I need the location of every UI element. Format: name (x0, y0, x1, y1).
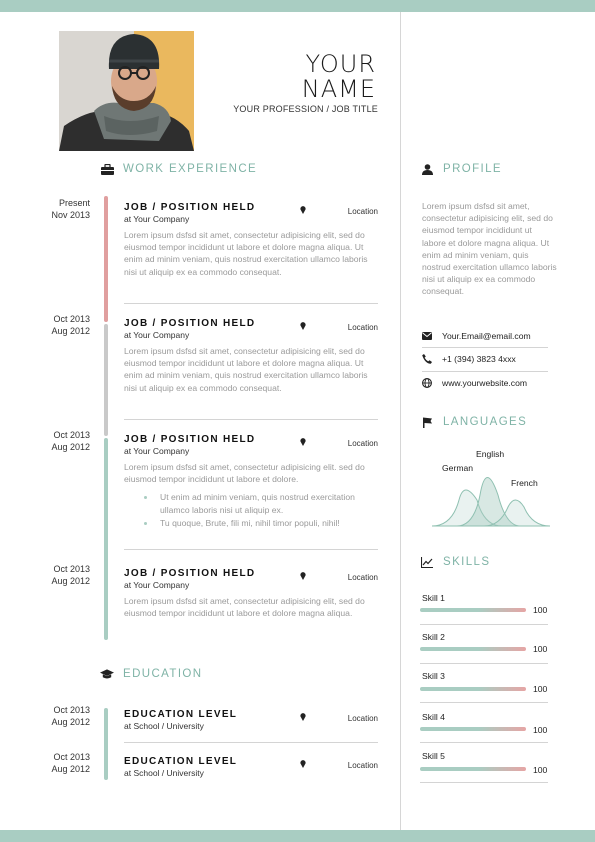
work-experience-label: WORK EXPERIENCE (123, 163, 258, 175)
education-date (30, 751, 90, 775)
contact-phone[interactable] (422, 348, 548, 370)
job-company: at Your Company (124, 446, 190, 456)
location-pin-icon (300, 713, 306, 721)
job-entry (124, 318, 378, 394)
languages-heading (420, 415, 527, 429)
graduation-cap-icon (100, 667, 114, 681)
skill-name: Skill 2 (422, 632, 445, 642)
date-start: Aug 2012 (51, 326, 90, 336)
job-title: JOB / POSITION HELD (124, 434, 256, 445)
divider (124, 419, 378, 420)
name-line-2: NAME (301, 75, 376, 103)
job-location: Location (347, 323, 378, 332)
job-company: at Your Company (124, 330, 190, 340)
profile-heading (420, 162, 502, 176)
date-end: Oct 2013 (53, 314, 90, 324)
divider (420, 782, 548, 783)
language-label-english: English (476, 449, 505, 459)
divider (124, 742, 378, 743)
languages-curve-graphic (422, 440, 552, 530)
divider (124, 303, 378, 304)
globe-icon (422, 378, 432, 388)
job-title: JOB / POSITION HELD (124, 202, 256, 213)
education-school: at School / University (124, 768, 204, 778)
skill-bar (420, 727, 526, 731)
work-experience-heading (100, 162, 257, 176)
skill-bar (420, 608, 526, 612)
skill-value: 100 (533, 725, 548, 735)
education-date (30, 704, 90, 728)
education-entry (124, 709, 378, 732)
column-divider (400, 12, 401, 830)
date-start: Aug 2012 (51, 764, 90, 774)
location-pin-icon (300, 322, 306, 330)
briefcase-icon (100, 162, 114, 176)
date-start: Aug 2012 (51, 442, 90, 452)
timeline-segment (104, 324, 108, 436)
job-company: at Your Company (124, 580, 190, 590)
bottom-accent-bar (0, 830, 595, 842)
job-description: Lorem ipsum dsfsd sit amet, consectetur adipisicing elit. sed do eiusmod tempor incididunt ut labore et dolore. (124, 462, 365, 485)
divider (420, 742, 548, 743)
divider (124, 549, 378, 550)
job-location: Location (347, 439, 378, 448)
job-date (30, 563, 90, 587)
divider (420, 663, 548, 664)
job-bullet: Tu quoque, Brute, fili mi, nihil timor populi, nihil! (144, 517, 378, 529)
contact-email[interactable] (422, 325, 548, 347)
education-location: Location (347, 714, 378, 723)
divider (420, 702, 548, 703)
flag-icon (420, 415, 434, 429)
profile-label: PROFILE (443, 163, 503, 175)
name-line-1: YOUR (305, 50, 376, 78)
job-title-subheading: YOUR PROFESSION / JOB TITLE (233, 104, 378, 114)
job-entry (124, 568, 378, 619)
divider (420, 624, 548, 625)
job-date (30, 197, 90, 221)
skill-bar (420, 647, 526, 651)
skill-name: Skill 5 (422, 751, 445, 761)
skill-value: 100 (533, 605, 548, 615)
job-location: Location (347, 573, 378, 582)
skill-bar (420, 687, 526, 691)
date-end: Oct 2013 (53, 752, 90, 762)
profile-photo (59, 31, 194, 151)
job-title: JOB / POSITION HELD (124, 318, 256, 329)
contact-website[interactable] (422, 372, 548, 394)
job-date (30, 429, 90, 453)
language-label-german: German (442, 463, 474, 473)
job-bullet: Ut enim ad minim veniam, quis nostrud exercitation ullamco laboris nisi ut aliquip ex. (144, 491, 378, 515)
education-level: EDUCATION LEVEL (124, 756, 238, 767)
job-description: Lorem ipsum dsfsd sit amet, consectetur adipisicing elit, sed do eiusmod tempor incididunt ut labore et dolore magna aliqua. Ut enim ad minim veniam, quis nostrud exercitation ullamco laboris nisi ut aliquip ex ea commodo consequat. (124, 230, 368, 277)
profile-summary: Lorem ipsum dsfsd sit amet, consectetur adipisicing elit, sed do eiusmod tempor incididunt ut labore et dolore magna aliqua. Ut enim ad minim veniam, quis nostrud exercitation ullamco laboris nisi ut aliquip ex ea commodo consequat. (422, 201, 557, 297)
education-school: at School / University (124, 721, 204, 731)
skill-value: 100 (533, 644, 548, 654)
education-heading (100, 667, 202, 681)
language-label-french: French (511, 478, 538, 488)
person-photo-icon (59, 31, 194, 151)
chart-icon (420, 555, 434, 569)
education-location: Location (347, 761, 378, 770)
languages-label: LANGUAGES (443, 416, 528, 428)
job-location: Location (347, 207, 378, 216)
education-level: EDUCATION LEVEL (124, 709, 238, 720)
skill-name: Skill 3 (422, 671, 445, 681)
location-pin-icon (300, 760, 306, 768)
skill-name: Skill 1 (422, 593, 445, 603)
location-pin-icon (300, 438, 306, 446)
skill-bar (420, 767, 526, 771)
date-start: Aug 2012 (51, 717, 90, 727)
date-end: Oct 2013 (53, 430, 90, 440)
timeline-segment (104, 438, 108, 640)
phone-icon (422, 354, 432, 364)
education-entry (124, 756, 378, 779)
date-start: Nov 2013 (51, 210, 90, 220)
job-entry (124, 434, 378, 530)
skills-label: SKILLS (443, 556, 491, 568)
email-text: Your.Email@email.com (442, 331, 531, 341)
person-icon (420, 162, 434, 176)
job-bullet-list (124, 491, 378, 529)
job-description: Lorem ipsum dsfsd sit amet, consectetur adipisicing elit, sed do eiusmod tempor incididunt ut labore et dolore magna aliqua. Ut enim ad minim veniam, quis nostrud exercitation ullamco laboris nisi ut aliquip ex ea commodo consequat. (124, 346, 368, 393)
name-heading (302, 52, 376, 102)
job-title: JOB / POSITION HELD (124, 568, 256, 579)
location-pin-icon (300, 572, 306, 580)
job-date (30, 313, 90, 337)
top-accent-bar (0, 0, 595, 12)
phone-text: +1 (394) 3823 4xxx (442, 354, 516, 364)
skill-value: 100 (533, 684, 548, 694)
skills-heading (420, 555, 490, 569)
location-pin-icon (300, 206, 306, 214)
date-end: Present (58, 198, 90, 208)
skill-value: 100 (533, 765, 548, 775)
date-start: Aug 2012 (51, 576, 90, 586)
job-entry (124, 202, 378, 278)
website-text: www.yourwebsite.com (442, 378, 528, 388)
job-description: Lorem ipsum dsfsd sit amet, consectetur adipisicing elit, sed do eiusmod tempor incididunt ut labore et dolore magna aliqua. (124, 596, 365, 619)
date-end: Oct 2013 (53, 564, 90, 574)
envelope-icon (422, 331, 432, 341)
education-label: EDUCATION (123, 668, 203, 680)
skill-name: Skill 4 (422, 712, 445, 722)
timeline-segment (104, 708, 108, 780)
timeline-segment (104, 196, 108, 322)
date-end: Oct 2013 (53, 705, 90, 715)
job-company: at Your Company (124, 214, 190, 224)
